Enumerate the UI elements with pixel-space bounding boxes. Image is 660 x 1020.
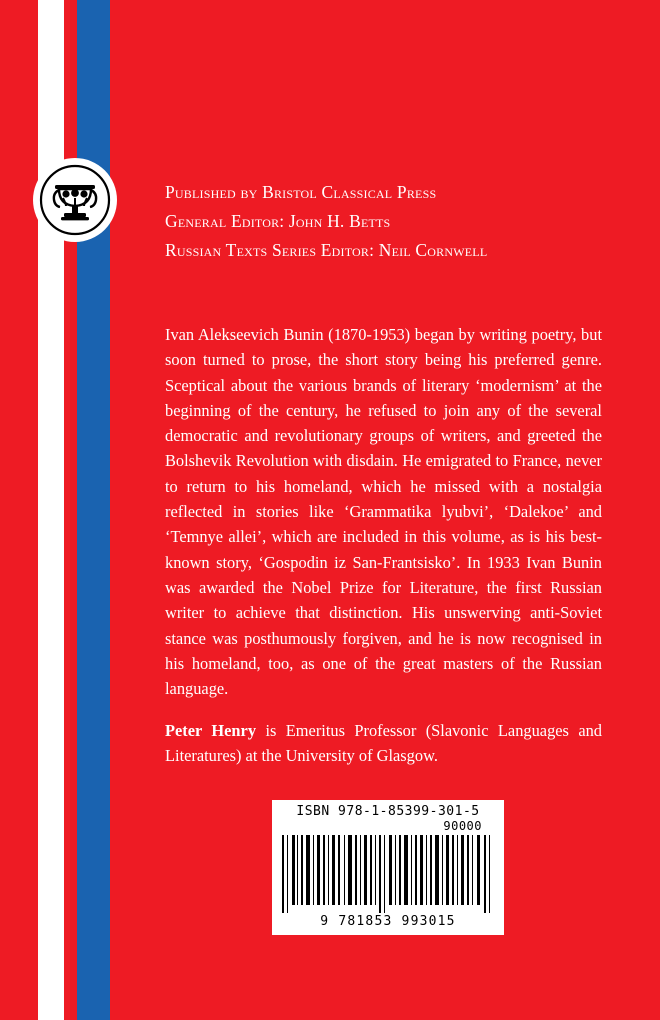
author-biography-text: is Emeritus Professor (Slavonic Languages and Literatures) at the University of Glasgow. xyxy=(165,721,602,766)
author-name: Peter Henry xyxy=(165,721,257,740)
imprint-line-general-editor: General Editor: John H. Betts xyxy=(165,211,391,231)
back-cover-blurb: Ivan Alekseevich Bunin (1870-1953) began by writing poetry, but soon turned to prose, the short story being his preferred genre. Sceptical about the various brands of literary ‘modernism’ at the beginning of the century, he refused to join any of the several democratic and revolutionary groups of writers, and greeted the Bolshevik Revolution with disdain. He emigrated to France, never to return to his homeland, which he missed with a nostalgia reflected in stories like ‘Grammatika lyubvi’, ‘Dalekoe’ and ‘Temnye allei’, which are included in this volume, as is his best-known story, ‘Gospodin iz San-Frantsisko’. In 1933 Ivan Bunin was awarded the Nobel Prize for Literature, the first Russian writer to achieve that distinction. His unswerving anti-Soviet stance was posthumously forgiven, and he is now recognised in his homeland, too, as one of the great masters of the Russian language. xyxy=(165,325,602,699)
isbn-barcode xyxy=(272,800,504,935)
imprint-block xyxy=(165,178,615,265)
publisher-logo-icon xyxy=(33,158,117,242)
imprint-line-publisher: Published by Bristol Classical Press xyxy=(165,182,437,202)
imprint-line-series-editor: Russian Texts Series Editor: Neil Cornwell xyxy=(165,240,488,260)
isbn-number: ISBN 978-1-85399-301-5 xyxy=(296,804,480,819)
decorative-stripe-white xyxy=(38,0,64,1020)
barcode-bars-icon xyxy=(278,835,498,913)
isbn-price-code: 90000 xyxy=(443,819,482,833)
ean-digits: 9 781853 993015 xyxy=(320,914,456,929)
decorative-stripe-blue xyxy=(77,0,110,1020)
author-biography xyxy=(165,718,602,769)
